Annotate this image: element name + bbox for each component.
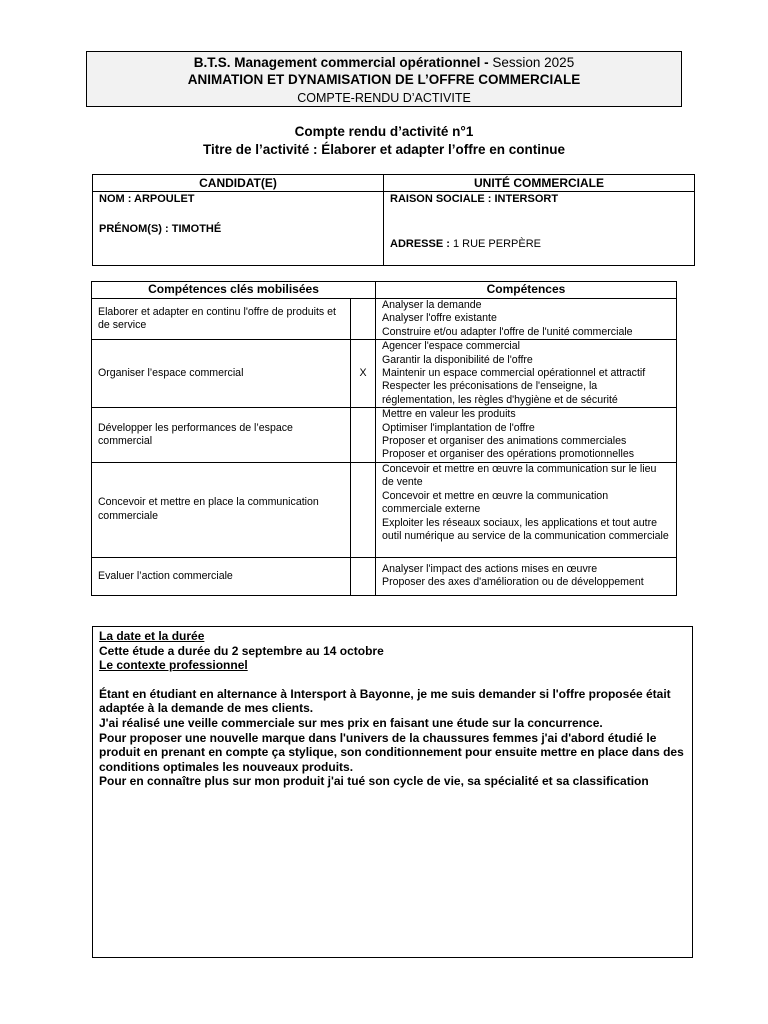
- competence-item: Exploiter les réseaux sociaux, les applications et tout autre outil numérique au service de la communication commerciale: [382, 516, 669, 542]
- context-paragraph: Pour en connaître plus sur mon produit j'ai tué son cycle de vie, sa spécialité et sa classification: [99, 774, 649, 789]
- candidate-nom: NOM : ARPOULET: [99, 193, 195, 205]
- key-competences-header: Compétences clés mobilisées: [92, 282, 376, 299]
- key-competence: Evaluer l’action commerciale: [92, 557, 351, 595]
- date-heading: La date et la durée: [99, 629, 205, 643]
- selection-mark: [351, 557, 376, 595]
- competence-item: Proposer et organiser des animations commerciales: [382, 435, 627, 448]
- key-competence: Organiser l’espace commercial: [92, 340, 351, 408]
- unit-header: UNITÉ COMMERCIALE: [384, 175, 695, 192]
- context-paragraph: J'ai réalisé une veille commerciale sur mes prix en faisant une étude sur la concurrence.: [99, 715, 603, 730]
- report-title: Titre de l’activité : Élaborer et adapter l’offre en continue: [202, 142, 566, 157]
- key-competence: Développer les performances de l’espace commercial: [92, 408, 351, 463]
- key-competence: Elaborer et adapter en continu l'offre de produits et de service: [92, 299, 351, 340]
- header-program: B.T.S. Management commercial opérationnel -: [193, 55, 489, 70]
- competence-list: [376, 299, 677, 340]
- competence-item: Garantir la disponibilité de l'offre: [382, 353, 533, 366]
- table-row: [92, 462, 677, 557]
- table-row: [92, 299, 677, 340]
- unit-raison-sociale: RAISON SOCIALE : INTERSORT: [390, 193, 559, 205]
- competence-item: Construire et/ou adapter l'offre de l'unité commerciale: [382, 325, 633, 338]
- table-row: [92, 340, 677, 408]
- competence-item: Maintenir un espace commercial opérationnel et attractif: [382, 367, 646, 380]
- selection-mark: [351, 462, 376, 557]
- context-heading: Le contexte professionnel: [99, 658, 248, 673]
- competence-list: [376, 557, 677, 595]
- competence-item: Analyser l'impact des actions mises en œuvre: [382, 562, 598, 575]
- competence-item: Concevoir et mettre en œuvre la communication commerciale externe: [382, 489, 609, 516]
- unit-adresse-value: 1 RUE PERPÈRE: [452, 238, 541, 250]
- competence-item: Optimiser l'implantation de l'offre: [382, 421, 535, 434]
- competence-list: [376, 408, 677, 463]
- context-paragraph: Étant en étudiant en alternance à Intersport à Bayonne, je me suis demander si l'offre proposée était adaptée à la demande de mes clients.: [99, 686, 671, 716]
- context-box: [92, 626, 693, 958]
- context-paragraph: Pour proposer une nouvelle marque dans l'univers de la chaussures femmes j'ai d'abord étudié le produit en prenant en compte ça stylique, son conditionnement pour ensuite mettre en place dans des conditions optimales les nouveaux produits.: [99, 730, 684, 774]
- competence-item: Proposer et organiser des opérations promotionnelles: [382, 448, 635, 461]
- selection-mark: [351, 299, 376, 340]
- candidate-prenom: PRÉNOM(S) : TIMOTHÉ: [99, 223, 222, 235]
- unit-cell: [384, 192, 695, 266]
- competence-item: Analyser la demande: [382, 299, 482, 311]
- competences-table: [91, 281, 677, 596]
- header-doc-type: COMPTE-RENDU D’ACTIVITE: [297, 91, 471, 105]
- header-module: ANIMATION ET DYNAMISATION DE L’OFFRE COMMERCIALE: [187, 72, 581, 87]
- candidate-cell: [93, 192, 384, 266]
- key-competence: Concevoir et mettre en place la communication commerciale: [92, 462, 351, 557]
- competence-item: Mettre en valeur les produits: [382, 408, 516, 421]
- candidate-table: [92, 174, 695, 266]
- report-number: Compte rendu d’activité n°1: [294, 124, 474, 139]
- selection-mark: X: [351, 340, 376, 408]
- header-line-1: [87, 55, 681, 70]
- candidate-header: CANDIDAT(E): [93, 175, 384, 192]
- competence-list: [376, 340, 677, 408]
- date-text: Cette étude a durée du 2 septembre au 14 octobre: [99, 643, 384, 658]
- competence-item: Proposer des axes d'amélioration ou de développement: [382, 576, 644, 589]
- spacer: [99, 673, 686, 687]
- competence-item: Respecter les préconisations de l'enseigne, la réglementation, les règles d'hygiène et de sécurité: [382, 380, 618, 406]
- competences-header: Compétences: [376, 282, 677, 299]
- unit-adresse: [390, 238, 541, 250]
- selection-mark: [351, 408, 376, 463]
- unit-adresse-label: ADRESSE :: [390, 238, 450, 250]
- document-header: [86, 51, 682, 107]
- competence-item: Analyser l'offre existante: [382, 312, 497, 325]
- header-session: Session 2025: [492, 55, 575, 70]
- table-row: [92, 557, 677, 595]
- table-row: [92, 408, 677, 463]
- competence-item: Concevoir et mettre en œuvre la communication sur le lieu de vente: [382, 462, 657, 489]
- competence-list: [376, 462, 677, 557]
- competence-item: Agencer l'espace commercial: [382, 340, 521, 353]
